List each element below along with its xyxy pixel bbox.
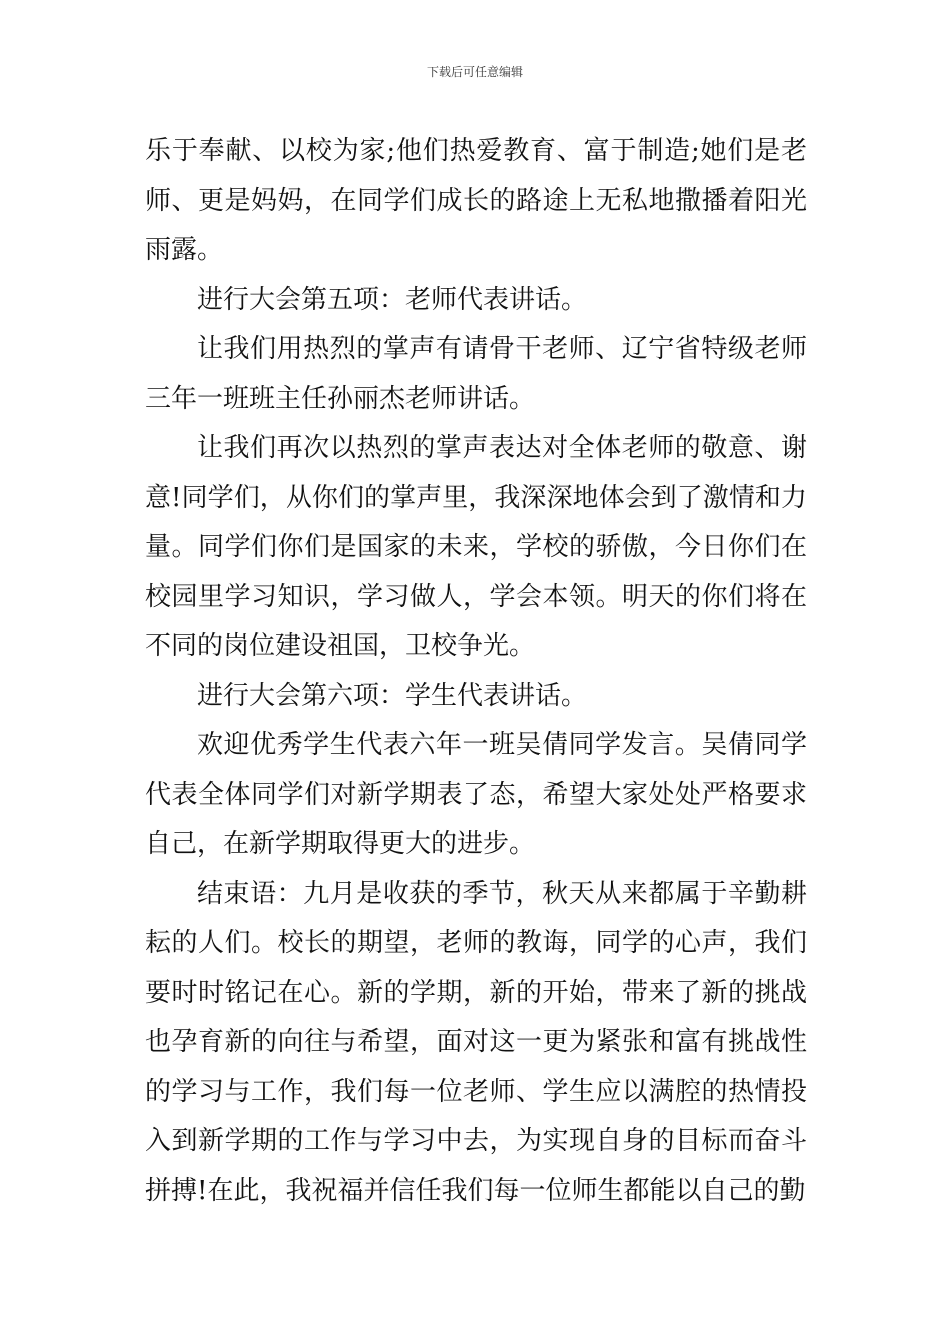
document-body — [145, 127, 807, 1216]
paragraph-item-six: 进行大会第六项：学生代表讲话。 — [197, 680, 588, 711]
paragraph-item-five: 进行大会第五项：老师代表讲话。 — [197, 284, 588, 315]
paragraph-intro-continued: 乐于奉献、以校为家;他们热爱教育、富于制造;她们是老师、更是妈妈，在同学们成长的路途上无私地撒播着阳光雨露。 — [145, 136, 807, 265]
paragraph-student-speech: 欢迎优秀学生代表六年一班吴倩同学发言。吴倩同学代表全体同学们对新学期表了态，希望大家处处严格要求自己，在新学期取得更大的进步。 — [145, 730, 807, 859]
paragraph-teacher-invite: 让我们用热烈的掌声有请骨干老师、辽宁省特级老师三年一班班主任孙丽杰老师讲话。 — [145, 334, 807, 414]
paragraph-closing: 结束语：九月是收获的季节，秋天从来都属于辛勤耕耘的人们。校长的期望，老师的教诲，同学的心声，我们要时时铭记在心。新的学期，新的开始，带来了新的挑战也孕育新的向往与希望，面对这一更为紧张和富有挑战性的学习与工作，我们每一位老师、学生应以满腔的热情投入到新学期的工作与学习中去，为实现自身的目标而奋斗拼搏!在此，我祝福并信任我们每一位师生都能以自己的勤 — [145, 878, 807, 1206]
paragraph-thanks: 让我们再次以热烈的掌声表达对全体老师的敬意、谢意!同学们，从你们的掌声里，我深深地体会到了激情和力量。同学们你们是国家的未来，学校的骄傲，今日你们在校园里学习知识，学习做人，学会本领。明天的你们将在不同的岗位建设祖国，卫校争光。 — [145, 433, 807, 661]
page-header: 下载后可任意编辑 — [426, 65, 523, 79]
